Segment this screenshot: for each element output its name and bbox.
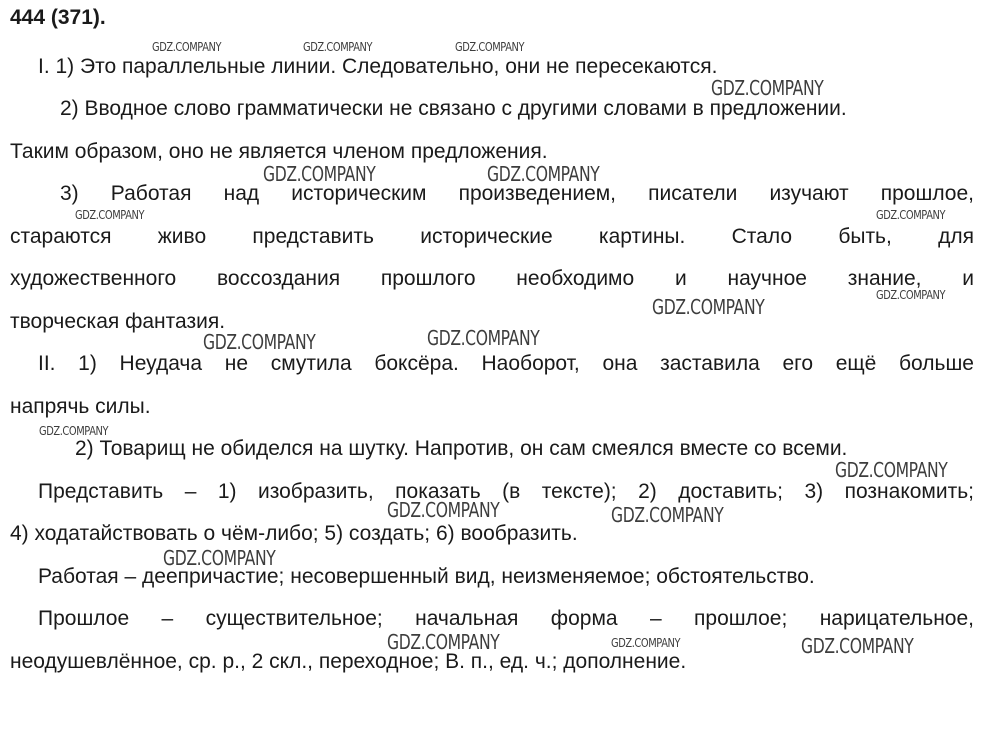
text-line-7: творческая фантазия. (10, 310, 226, 333)
text-line-13: Работая – деепричастие; несовершенный вид, неизменяемое; обстоятельство. (38, 565, 815, 588)
watermark: GDZ.COMPANY (152, 40, 222, 54)
watermark: GDZ.COMPANY (75, 208, 145, 222)
watermark: GDZ.COMPANY (455, 40, 525, 54)
text-line-10: 2) Товарищ не обиделся на шутку. Напротив, он сам смеялся вместе со всеми. (75, 437, 848, 460)
watermark: GDZ.COMPANY (801, 634, 914, 658)
watermark: GDZ.COMPANY (835, 458, 948, 482)
watermark: GDZ.COMPANY (611, 503, 724, 527)
watermark: GDZ.COMPANY (163, 546, 276, 570)
text-line-4: 3) Работая над историческим произведением, писатели изучают прошлое, (60, 182, 974, 205)
watermark: GDZ.COMPANY (711, 76, 824, 100)
watermark: GDZ.COMPANY (387, 630, 500, 654)
text-line-15: неодушевлённое, ср. р., 2 скл., переходное; В. п., ед. ч.; дополнение. (10, 650, 687, 673)
watermark: GDZ.COMPANY (387, 498, 500, 522)
text-line-12: 4) ходатайствовать о чём-либо; 5) создать; 6) вообразить. (10, 522, 578, 545)
watermark: GDZ.COMPANY (263, 162, 376, 186)
watermark: GDZ.COMPANY (611, 636, 681, 650)
watermark: GDZ.COMPANY (652, 295, 765, 319)
watermark: GDZ.COMPANY (427, 326, 540, 350)
watermark: GDZ.COMPANY (876, 288, 946, 302)
text-line-6: художественного воссоздания прошлого необходимо и научное знание, и (10, 267, 974, 290)
text-line-2: 2) Вводное слово грамматически не связано с другими словами в предложении. (60, 97, 847, 120)
watermark: GDZ.COMPANY (487, 162, 600, 186)
text-line-14: Прошлое – существительное; начальная форма – прошлое; нарицательное, (38, 607, 974, 630)
text-line-9: напрячь силы. (10, 395, 151, 418)
watermark: GDZ.COMPANY (303, 40, 373, 54)
text-line-1: I. 1) Это параллельные линии. Следовательно, они не пересекаются. (38, 55, 718, 78)
text-line-11: Представить – 1) изобразить, показать (в тексте); 2) доставить; 3) познакомить; (38, 480, 974, 503)
watermark: GDZ.COMPANY (203, 330, 316, 354)
watermark: GDZ.COMPANY (39, 424, 109, 438)
watermark: GDZ.COMPANY (876, 208, 946, 222)
exercise-title: 444 (371). (10, 6, 106, 29)
text-line-3: Таким образом, оно не является членом предложения. (10, 140, 548, 163)
text-line-5: стараются живо представить исторические картины. Стало быть, для (10, 225, 974, 248)
text-line-8: II. 1) Неудача не смутила боксёра. Наоборот, она заставила его ещё больше (38, 352, 974, 375)
